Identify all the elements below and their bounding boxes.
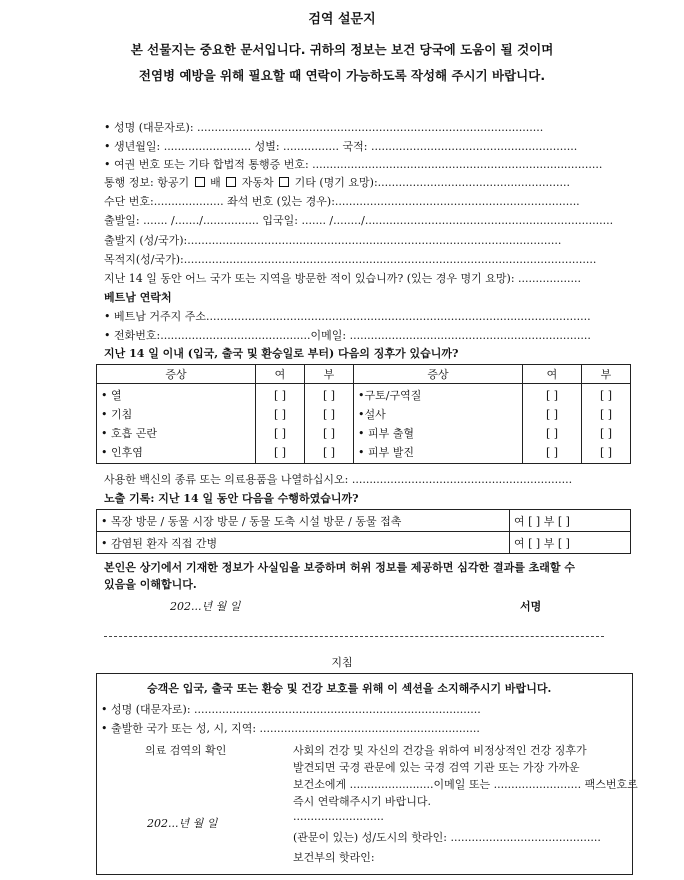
left-no-column: [305, 384, 354, 464]
signature-label: 서명: [520, 600, 542, 613]
medical-confirm-text: [293, 742, 638, 810]
guide-notice: 승객은 입국, 출국 또는 환승 및 건강 보호를 위해 이 섹션을 소지해주시기 바랍니다.: [147, 682, 552, 695]
symptoms-table: [96, 364, 631, 464]
checkbox[interactable]: [ ]: [545, 407, 559, 421]
declaration-line-1: 본인은 상기에서 기재한 정보가 사실임을 보증하며 허위 정보를 제공하면 심각한 결과를 초래할 수: [104, 561, 575, 574]
symptom-cough: • 기침: [101, 407, 133, 421]
checkbox[interactable]: [ ]: [599, 407, 613, 421]
ministry-hotline: 보건부의 핫라인:: [293, 851, 375, 864]
checkbox[interactable]: [ ]: [545, 426, 559, 440]
declaration-line-2: 있음을 이해합니다.: [104, 578, 197, 591]
symptoms-question: 지난 14 일 이내 (입국, 출국 및 환승일로 부터) 다음의 징후가 있습니까?: [104, 347, 459, 360]
checkbox[interactable]: [ ]: [322, 445, 336, 459]
guide-box: [96, 673, 638, 875]
page-title: 검역 설문지: [308, 12, 376, 27]
checkbox[interactable]: [ ]: [545, 388, 559, 402]
symptom-fever: • 열: [101, 388, 122, 402]
checkbox[interactable]: [ ]: [273, 388, 287, 402]
confirm-line: 사회의 건강 및 자신의 건강을 위하여 비정상적인 건강 징후가: [293, 744, 587, 757]
checkbox[interactable]: [ ]: [599, 445, 613, 459]
vaccine-field[interactable]: 사용한 백신의 종류 또는 의료용품을 나열하십시오: ...............................................................: [104, 473, 573, 486]
exposure-answer[interactable]: 여 [ ] 부 [ ]: [510, 532, 631, 554]
guide-name-field[interactable]: • 성명 (대문자로): ..................................................................................: [101, 703, 481, 716]
ship-label: 배: [210, 176, 221, 189]
no-header: 부: [582, 365, 631, 384]
exposure-item: • 감염된 환자 직접 간병: [97, 532, 510, 554]
intro-line-2: 전염병 예방을 위해 필요할 때 연락이 가능하도록 작성해 주시기 바랍니다.: [138, 68, 546, 83]
no-header: 부: [305, 365, 354, 384]
yes-header: 여: [256, 365, 305, 384]
exposure-table: [96, 509, 631, 554]
left-symptoms: [97, 384, 256, 464]
checkbox[interactable]: [ ]: [599, 388, 613, 402]
guide-title: 지침: [331, 656, 353, 669]
exposure-question: 노출 기록: 지난 14 일 동안 다음을 수행하였습니까?: [104, 492, 359, 505]
checkbox[interactable]: [ ]: [273, 445, 287, 459]
car-checkbox[interactable]: [279, 177, 289, 187]
symptom-header: 증상: [97, 365, 256, 384]
symptom-diarrhea: •설사: [358, 407, 386, 421]
signature-date[interactable]: 202...년 월 일: [170, 600, 241, 613]
checkbox[interactable]: [ ]: [545, 445, 559, 459]
birth-gender-nationality-field[interactable]: • 생년월일: ......................... 성별: ................ 국적: ...........................................................: [104, 140, 578, 153]
exposure-item: • 목장 방문 / 동물 시장 방문 / 동물 도축 시설 방문 / 동물 접촉: [97, 510, 510, 532]
checkbox[interactable]: [ ]: [322, 407, 336, 421]
symptom-vomiting: •구토/구역질: [358, 388, 422, 402]
destination-field[interactable]: 목적지(성/국가):......................................................................................................................: [104, 253, 597, 266]
transport-label: 통행 정보: 항공기: [104, 176, 190, 189]
checkbox[interactable]: [ ]: [322, 388, 336, 402]
province-hotline: (관문이 있는) 성/도시의 핫라인: ...........................................: [293, 831, 601, 844]
guide-date[interactable]: 202...년 월 일: [147, 817, 218, 830]
medical-confirm-label: 의료 검역의 확인: [145, 744, 227, 757]
dates-field[interactable]: 출발일: ....... /......./................ 입국일: ....... /......../.......................................................................: [104, 214, 614, 227]
guide-origin-field[interactable]: • 출발한 국가 또는 성, 시, 지역: ...............................................................: [101, 722, 480, 735]
visited-countries-field[interactable]: 지난 14 일 동안 어느 국가 또는 지역을 방문한 적이 있습니까? (있는 경우 명기 요망): ..................: [104, 272, 581, 285]
symptom-breathing: • 호흡 곤란: [101, 426, 157, 440]
symptom-bleeding: • 피부 출혈: [358, 426, 414, 440]
symptom-rash: • 피부 발진: [358, 445, 414, 459]
right-no-column: [582, 384, 631, 464]
right-symptoms: [354, 384, 523, 464]
passport-field[interactable]: • 여권 번호 또는 기타 합법적 통행증 번호: ...................................................................................: [104, 158, 603, 171]
departure-place-field[interactable]: 출발지 (성/국가):...........................................................................................................: [104, 234, 562, 247]
ship-checkbox[interactable]: [226, 177, 236, 187]
symptom-sore-throat: • 인후염: [101, 445, 143, 459]
yes-header: 여: [523, 365, 582, 384]
checkbox[interactable]: [ ]: [322, 426, 336, 440]
checkbox[interactable]: [ ]: [273, 407, 287, 421]
car-label: 자동차: [241, 176, 274, 189]
exposure-answer[interactable]: 여 [ ] 부 [ ]: [510, 510, 631, 532]
right-yes-column: [523, 384, 582, 464]
confirm-line: 즉시 연락해주시기 바랍니다.: [293, 795, 432, 808]
name-field[interactable]: • 성명 (대문자로): ...................................................................................................: [104, 121, 544, 134]
intro-line-1: 본 선물지는 중요한 문서입니다. 귀하의 정보는 보건 당국에 도움이 될 것이며: [130, 42, 554, 57]
plane-checkbox[interactable]: [195, 177, 205, 187]
confirm-line: 보건소에게 ........................이메일 또는 ......................... 팩스번호로: [293, 778, 638, 791]
cut-line: [104, 636, 604, 637]
guide-sign-dots[interactable]: ..........................: [293, 810, 384, 823]
vietnam-address-field[interactable]: • 베트남 거주지 주소..............................................................................................................: [104, 310, 591, 323]
phone-email-field[interactable]: • 전화번호:...........................................이메일: .....................................................................: [104, 329, 591, 342]
confirm-line: 발견되면 국경 관문에 있는 국경 검역 기관 또는 가장 가까운: [293, 761, 580, 774]
left-yes-column: [256, 384, 305, 464]
checkbox[interactable]: [ ]: [599, 426, 613, 440]
symptom-header: 증상: [354, 365, 523, 384]
vietnam-contact-heading: 베트남 연락처: [104, 291, 172, 304]
checkbox[interactable]: [ ]: [273, 426, 287, 440]
transport-row: [104, 174, 570, 190]
other-transport-field[interactable]: 기타 (명기 요망):.......................................................: [294, 176, 570, 189]
vehicle-seat-field[interactable]: 수단 번호:.................... 좌석 번호 (있는 경우):......................................................................: [104, 195, 580, 208]
